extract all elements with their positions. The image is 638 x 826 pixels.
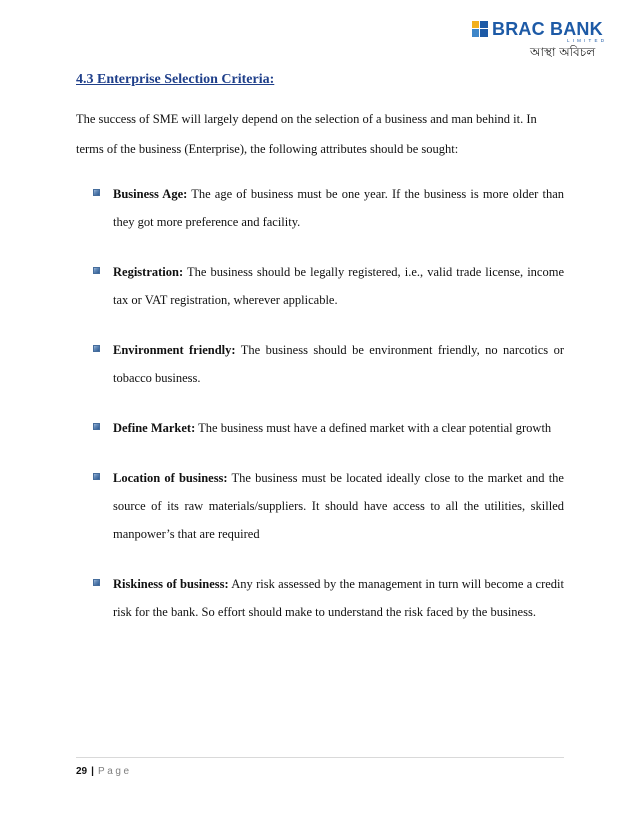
square-bullet-icon [93, 473, 100, 480]
criteria-list [76, 180, 564, 626]
square-bullet-icon [93, 267, 100, 274]
criterion-text [113, 414, 564, 442]
intro-paragraph: The success of SME will largely depend on the selection of a business and man behind it. In terms of the business (Enterprise), the following attributes should be sought: [76, 112, 537, 156]
criterion-term: Location of business: [113, 471, 228, 485]
criterion-text [113, 570, 564, 626]
criterion-term: Riskiness of business: [113, 577, 229, 591]
criterion-environment-friendly [76, 336, 564, 392]
footer-divider [76, 757, 564, 758]
criterion-term: Registration: [113, 265, 184, 279]
criterion-business-age [76, 180, 564, 236]
section-title: 4.3 Enterprise Selection Criteria: [76, 72, 275, 87]
square-bullet-icon [93, 345, 100, 352]
brac-bank-logo [472, 20, 622, 62]
logo-text: BRAC BANK [492, 19, 603, 39]
criterion-text [113, 336, 564, 392]
brac-bank-logo-mark-icon [472, 21, 488, 37]
criterion-description: The business must have a defined market with a clear potential growth [195, 421, 552, 435]
criterion-text [113, 258, 564, 314]
criterion-description: The business must be located ideally close to the market and the source of its raw materials/suppliers. It should have access to all the utilities, skilled manpower’s that are required [113, 471, 564, 541]
criterion-description: The business should be environment friendly, no narcotics or tobacco business. [113, 343, 564, 385]
criterion-text [113, 180, 564, 236]
criterion-text [113, 464, 564, 548]
footer-separator: | [91, 766, 94, 777]
criterion-define-market [76, 414, 564, 442]
criterion-riskiness-of-business [76, 570, 564, 626]
criterion-term: Business Age: [113, 187, 188, 201]
criterion-registration [76, 258, 564, 314]
page-label: Page [97, 766, 132, 777]
criterion-description: The age of business must be one year. If the business is more older than they got more preference and facility. [113, 187, 564, 229]
page-number: 29 [76, 766, 88, 777]
criterion-term: Environment friendly: [113, 343, 236, 357]
logo-tagline: আস্থা অবিচল [530, 45, 596, 59]
square-bullet-icon [93, 189, 100, 196]
page-footer [76, 766, 132, 777]
logo-subtext: LIMITED [567, 38, 608, 43]
square-bullet-icon [93, 579, 100, 586]
criterion-description: Any risk assessed by the management in turn will become a credit risk for the bank. So effort should make to understand the risk faced by the business. [113, 577, 564, 619]
criterion-description: The business should be legally registered, i.e., valid trade license, income tax or VAT registration, wherever applicable. [113, 265, 564, 307]
criterion-location-of-business [76, 464, 564, 548]
criterion-term: Define Market: [113, 421, 196, 435]
square-bullet-icon [93, 423, 100, 430]
